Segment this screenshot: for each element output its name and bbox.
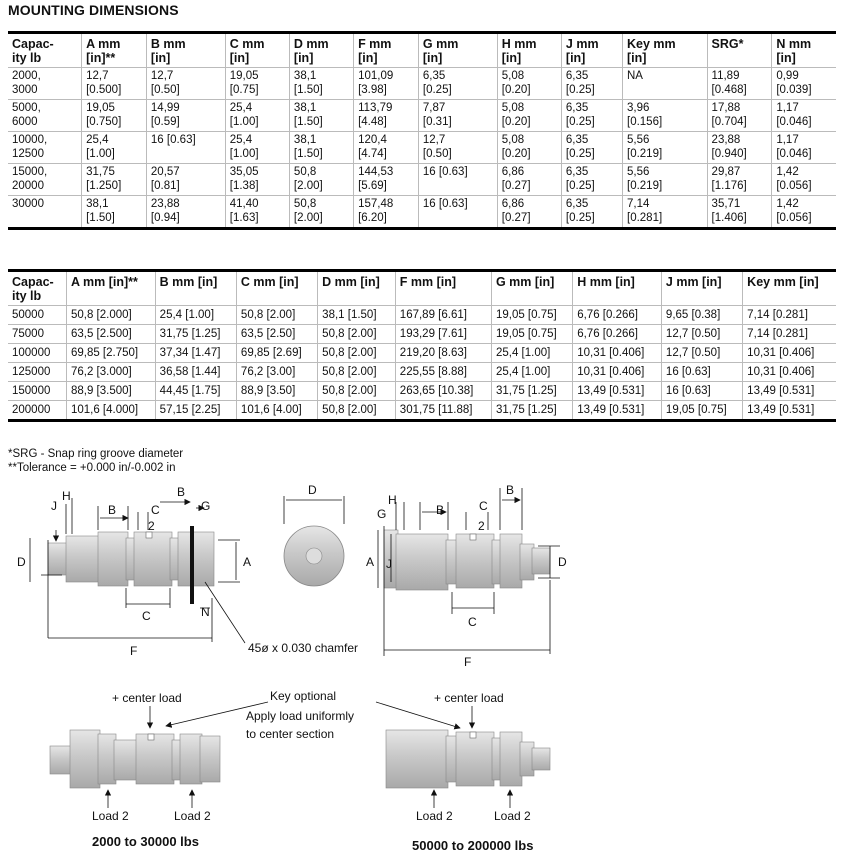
table-cell: 13,49 [0.531] <box>573 382 662 401</box>
table-cell: 41,40 [1.63] <box>225 196 289 229</box>
table-cell: 88,9 [3.50] <box>236 382 317 401</box>
dim-label-D-endview: D <box>308 483 317 497</box>
dim-label-C-top-left: C <box>151 503 160 517</box>
table-cell: 57,15 [2.25] <box>155 401 236 421</box>
table-cell: 17,88 [0.704] <box>707 100 772 132</box>
table-cell: 0,99 [0.039] <box>772 68 836 100</box>
left-pin-drawing <box>48 526 214 604</box>
table-cell: 30000 <box>8 196 82 229</box>
table-cell: 12,7 [0.50] <box>146 68 225 100</box>
dim-label-N: N <box>201 605 210 619</box>
dim-label-G-right: G <box>377 507 387 521</box>
dim-label-H-left: H <box>62 489 71 503</box>
t1-header-6: G mm [in] <box>418 33 497 68</box>
table-cell: 25,4 [1.00] <box>82 132 147 164</box>
table-cell: 76,2 [3.000] <box>66 363 155 382</box>
table-cell: 6,35 [0.25] <box>561 132 622 164</box>
table-cell: 44,45 [1.75] <box>155 382 236 401</box>
table-cell: 69,85 [2.69] <box>236 344 317 363</box>
table-row <box>8 306 836 325</box>
table-row <box>8 325 836 344</box>
t1-header-3: C mm [in] <box>225 33 289 68</box>
t1-header-11: N mm [in] <box>772 33 836 68</box>
dim-label-D-left: D <box>17 555 26 569</box>
left-load-pin-drawing <box>50 730 220 788</box>
table-cell: 16 [0.63] <box>418 164 497 196</box>
table-cell: 12,7 [0.500] <box>82 68 147 100</box>
table-cell: 19,05 [0.75] <box>661 401 742 421</box>
table-cell: 10,31 [0.406] <box>743 344 836 363</box>
table-row <box>8 344 836 363</box>
dim-label-H-right: H <box>388 493 397 507</box>
table-cell: 7,14 [0.281] <box>743 306 836 325</box>
dim-label-F-left: F <box>130 644 138 658</box>
dim-label-D-right: D <box>558 555 567 569</box>
table-cell: 113,79 [4.48] <box>354 100 419 132</box>
load-2-right-b: Load 2 <box>494 809 531 823</box>
table-cell: 200000 <box>8 401 66 421</box>
table-cell: 31,75 [1.250] <box>82 164 147 196</box>
table-cell: 50,8 [2.00] <box>318 363 396 382</box>
table-cell: 10000, 12500 <box>8 132 82 164</box>
table-cell: 20,57 [0.81] <box>146 164 225 196</box>
table-row <box>8 363 836 382</box>
t2-header-6: G mm [in] <box>491 271 572 306</box>
table-cell: 25,4 [1.00] <box>491 344 572 363</box>
dim-label-C-bottom-left: C <box>142 609 151 623</box>
table-cell: 6,35 [0.25] <box>561 164 622 196</box>
table-cell: 38,1 [1.50] <box>289 132 353 164</box>
table-cell: 1,17 [0.046] <box>772 132 836 164</box>
table-cell: 16 [0.63] <box>418 196 497 229</box>
dimensions-table-small <box>8 31 836 230</box>
table-cell: 100000 <box>8 344 66 363</box>
dim-label-A-left: A <box>243 555 252 569</box>
table-cell: 63,5 [2.50] <box>236 325 317 344</box>
table-cell: 38,1 [1.50] <box>318 306 396 325</box>
table-cell: NA <box>623 68 708 100</box>
table-cell: 19,05 [0.75] <box>225 68 289 100</box>
table-cell: 10,31 [0.406] <box>573 363 662 382</box>
t2-header-2: B mm [in] <box>155 271 236 306</box>
key-note-1: Key optional <box>270 689 337 703</box>
dim-label-J-right: J <box>386 557 392 571</box>
table-cell: 35,05 [1.38] <box>225 164 289 196</box>
table-cell: 50,8 [2.00] <box>318 382 396 401</box>
dimensions-table-large <box>8 269 836 422</box>
t2-header-8: J mm [in] <box>661 271 742 306</box>
dim-label-C-top-right: C <box>479 499 488 513</box>
table-cell: 16 [0.63] <box>661 382 742 401</box>
table-cell: 101,6 [4.00] <box>236 401 317 421</box>
table-cell: 16 [0.63] <box>661 363 742 382</box>
table-cell: 75000 <box>8 325 66 344</box>
t2-header-0: Capac- ity lb <box>12 275 54 303</box>
table-cell: 63,5 [2.500] <box>66 325 155 344</box>
table-cell: 6,35 [0.25] <box>561 100 622 132</box>
table-cell: 6,76 [0.266] <box>573 325 662 344</box>
dim-label-G-left: G <box>201 499 211 513</box>
table-cell: 120,4 [4.74] <box>354 132 419 164</box>
t2-header-3: C mm [in] <box>236 271 317 306</box>
table-cell: 101,09 [3.98] <box>354 68 419 100</box>
table-cell: 13,49 [0.531] <box>743 382 836 401</box>
table-cell: 36,58 [1.44] <box>155 363 236 382</box>
dim-label-2-right: 2 <box>478 519 485 533</box>
table-cell: 125000 <box>8 363 66 382</box>
table-row <box>8 68 836 100</box>
table-cell: 2000, 3000 <box>8 68 82 100</box>
dim-label-2-left: 2 <box>148 519 155 533</box>
table-cell: 25,4 [1.00] <box>225 100 289 132</box>
t1-header-2: B mm [in] <box>146 33 225 68</box>
table-cell: 219,20 [8.63] <box>395 344 491 363</box>
table-cell: 6,35 [0.25] <box>561 68 622 100</box>
table-cell: 19,05 [0.75] <box>491 306 572 325</box>
table-cell: 50,8 [2.00] <box>236 306 317 325</box>
table-cell: 167,89 [6.61] <box>395 306 491 325</box>
caption-left: 2000 to 30000 lbs <box>92 834 199 849</box>
table-row <box>8 382 836 401</box>
load-2-left-b: Load 2 <box>174 809 211 823</box>
dim-label-A-right: A <box>366 555 375 569</box>
footnotes <box>8 447 183 475</box>
table-cell: 1,17 [0.046] <box>772 100 836 132</box>
table-cell: 23,88 [0.940] <box>707 132 772 164</box>
table-cell: 50,8 [2.000] <box>66 306 155 325</box>
table-cell: 12,7 [0.50] <box>661 325 742 344</box>
table-cell: 301,75 [11.88] <box>395 401 491 421</box>
table-cell: 15000, 20000 <box>8 164 82 196</box>
table-cell: 25,4 [1.00] <box>155 306 236 325</box>
t1-header-9: Key mm [in] <box>623 33 708 68</box>
footnote-tolerance: **Tolerance = +0.000 in/-0.002 in <box>8 462 176 474</box>
table-cell: 38,1 [1.50] <box>289 100 353 132</box>
table-cell: 50,8 [2.00] <box>289 196 353 229</box>
table-cell: 11,89 [0.468] <box>707 68 772 100</box>
load-2-left-a: Load 2 <box>92 809 129 823</box>
dim-label-B-left: B <box>108 503 117 517</box>
table-cell: 6,76 [0.266] <box>573 306 662 325</box>
table-cell: 7,14 [0.281] <box>623 196 708 229</box>
table-cell: 50,8 [2.00] <box>289 164 353 196</box>
table-cell: 14,99 [0.59] <box>146 100 225 132</box>
t1-header-4: D mm [in] <box>289 33 353 68</box>
t1-header-1: A mm [in]** <box>82 33 147 68</box>
dim-label-C-bottom-right: C <box>468 615 477 629</box>
table-cell: 38,1 [1.50] <box>289 68 353 100</box>
table-cell: 37,34 [1.47] <box>155 344 236 363</box>
table-cell: 10,31 [0.406] <box>573 344 662 363</box>
table-cell: 31,75 [1.25] <box>155 325 236 344</box>
table-cell: 23,88 [0.94] <box>146 196 225 229</box>
table-cell: 101,6 [4.000] <box>66 401 155 421</box>
table-cell: 19,05 [0.750] <box>82 100 147 132</box>
right-load-pin-drawing <box>386 730 550 788</box>
table-cell: 263,65 [10.38] <box>395 382 491 401</box>
t1-header-8: J mm [in] <box>561 33 622 68</box>
table-cell: 76,2 [3.00] <box>236 363 317 382</box>
table-cell: 25,4 [1.00] <box>225 132 289 164</box>
t2-header-4: D mm [in] <box>318 271 396 306</box>
chamfer-note: 45ø x 0.030 chamfer <box>248 641 359 655</box>
dim-label-F-right: F <box>464 655 472 669</box>
table-row <box>8 164 836 196</box>
table-cell: 5000, 6000 <box>8 100 82 132</box>
table-cell: 10,31 [0.406] <box>743 363 836 382</box>
dim-label-B-right: B <box>436 503 445 517</box>
table-cell: 193,29 [7.61] <box>395 325 491 344</box>
table-row <box>8 401 836 421</box>
table-row <box>8 196 836 229</box>
center-load-right: + center load <box>434 691 504 705</box>
table-cell: 16 [0.63] <box>146 132 225 164</box>
table-cell: 50,8 [2.00] <box>318 344 396 363</box>
table-cell: 9,65 [0.38] <box>661 306 742 325</box>
right-pin-drawing <box>384 530 550 590</box>
caption-right: 50000 to 200000 lbs <box>412 838 534 853</box>
table-cell: 88,9 [3.500] <box>66 382 155 401</box>
table-cell: 7,14 [0.281] <box>743 325 836 344</box>
t2-header-5: F mm [in] <box>395 271 491 306</box>
table-cell: 6,35 [0.25] <box>418 68 497 100</box>
table-cell: 5,08 [0.20] <box>497 68 561 100</box>
table-cell: 50,8 [2.00] <box>318 401 396 421</box>
table-cell: 1,42 [0.056] <box>772 196 836 229</box>
table-cell: 150000 <box>8 382 66 401</box>
dim-label-B-top-right: B <box>506 483 515 497</box>
table-cell: 31,75 [1.25] <box>491 382 572 401</box>
table-row <box>8 132 836 164</box>
t1-header-0: Capac- ity lb <box>12 37 54 65</box>
t1-header-5: F mm [in] <box>354 33 419 68</box>
table-cell: 69,85 [2.750] <box>66 344 155 363</box>
table-cell: 25,4 [1.00] <box>491 363 572 382</box>
table-cell: 35,71 [1.406] <box>707 196 772 229</box>
key-note-3: to center section <box>246 727 335 741</box>
table-cell: 13,49 [0.531] <box>573 401 662 421</box>
table-cell: 157,48 [6.20] <box>354 196 419 229</box>
dim-label-J-left: J <box>51 499 57 513</box>
table-cell: 6,86 [0.27] <box>497 164 561 196</box>
table-cell: 6,35 [0.25] <box>561 196 622 229</box>
table-cell: 12,7 [0.50] <box>661 344 742 363</box>
footnote-srg: *SRG - Snap ring groove diameter <box>8 448 184 460</box>
table-cell: 5,56 [0.219] <box>623 132 708 164</box>
table-cell: 5,08 [0.20] <box>497 100 561 132</box>
table-cell: 38,1 [1.50] <box>82 196 147 229</box>
table-cell: 225,55 [8.88] <box>395 363 491 382</box>
t1-header-10: SRG* <box>707 33 772 68</box>
table-cell: 19,05 [0.75] <box>491 325 572 344</box>
t2-header-1: A mm [in]** <box>66 271 155 306</box>
table-cell: 13,49 [0.531] <box>743 401 836 421</box>
table-cell: 6,86 [0.27] <box>497 196 561 229</box>
table-cell: 12,7 [0.50] <box>418 132 497 164</box>
t2-header-7: H mm [in] <box>573 271 662 306</box>
table-row <box>8 100 836 132</box>
table-cell: 5,08 [0.20] <box>497 132 561 164</box>
dim-label-B-top-left: B <box>177 485 186 499</box>
t1-header-7: H mm [in] <box>497 33 561 68</box>
table-cell: 29,87 [1.176] <box>707 164 772 196</box>
table-cell: 7,87 [0.31] <box>418 100 497 132</box>
table-cell: 50,8 [2.00] <box>318 325 396 344</box>
center-load-left: + center load <box>112 691 182 705</box>
page-title: MOUNTING DIMENSIONS <box>8 2 179 18</box>
table-cell: 1,42 [0.056] <box>772 164 836 196</box>
mounting-diagram <box>0 478 844 863</box>
t2-header-9: Key mm [in] <box>743 271 836 306</box>
load-2-right-a: Load 2 <box>416 809 453 823</box>
end-view-circle <box>284 496 344 586</box>
table-cell: 144,53 [5.69] <box>354 164 419 196</box>
table-cell: 31,75 [1.25] <box>491 401 572 421</box>
table-cell: 5,56 [0.219] <box>623 164 708 196</box>
table-cell: 3,96 [0.156] <box>623 100 708 132</box>
table-cell: 50000 <box>8 306 66 325</box>
key-note-2: Apply load uniformly <box>246 709 355 723</box>
